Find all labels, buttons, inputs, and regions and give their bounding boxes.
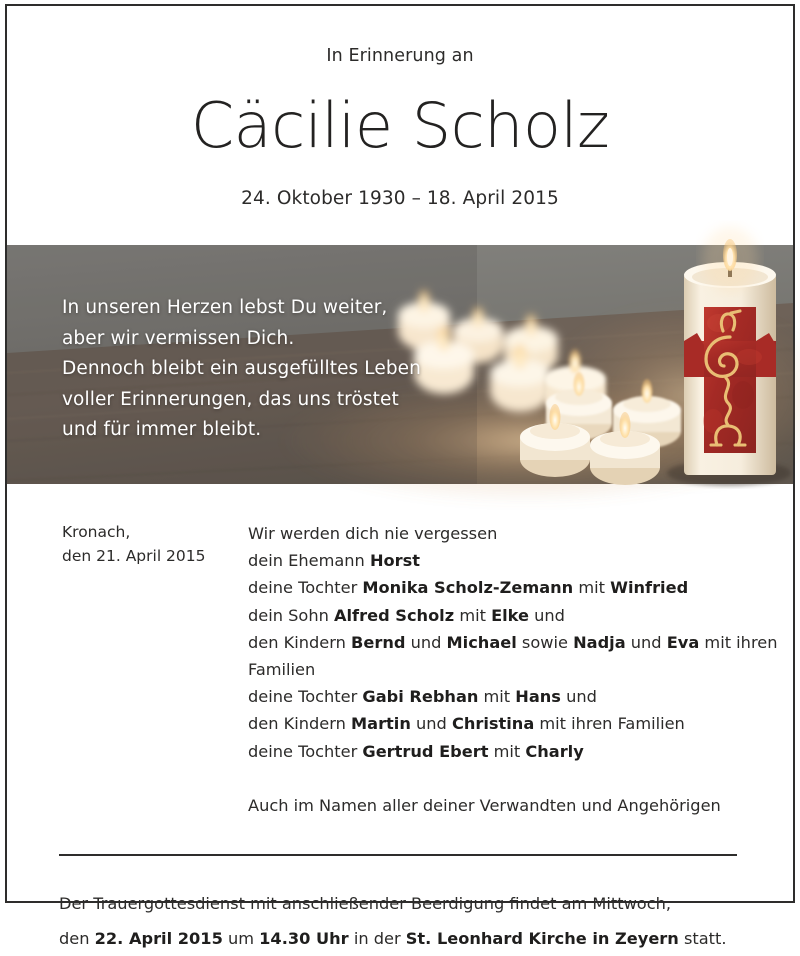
text-run: deine Tochter (248, 687, 363, 707)
highlighted-name: Nadja (573, 632, 626, 652)
highlighted-name: Martin (351, 714, 411, 734)
highlighted-name: Alfred Scholz (333, 605, 455, 625)
text-run: mit (478, 687, 516, 707)
funeral-service-info (59, 886, 759, 956)
mourner-line (248, 710, 793, 737)
text-run: den (59, 928, 95, 948)
poem-line: und für immer bleibt. (62, 419, 262, 440)
text-run: um (222, 928, 260, 948)
memorial-kicker: In Erinnerung an (326, 46, 474, 66)
highlighted-name: Eva (666, 632, 700, 652)
section-divider (59, 854, 737, 856)
highlighted-name: Bernd (351, 632, 406, 652)
text-run: mit ihren Familien (248, 632, 783, 680)
text-run: und (625, 632, 667, 652)
mourners-list (248, 520, 793, 765)
text-run: in der (348, 928, 406, 948)
highlighted-name: 22. April 2015 (94, 928, 223, 948)
highlighted-name: Charly (525, 741, 584, 761)
place-and-date (62, 520, 206, 568)
poem-line: In unseren Herzen lebst Du weiter, (62, 297, 388, 318)
text-run: deine Tochter (248, 578, 363, 598)
memorial-notice-card (5, 4, 795, 948)
memorial-body (7, 484, 793, 956)
text-run: und (529, 605, 565, 625)
highlighted-name: Monika Scholz-Zemann (362, 578, 574, 598)
highlighted-name: Horst (369, 551, 420, 571)
mourner-line (248, 738, 793, 765)
highlighted-name: Winfried (610, 578, 689, 598)
memorial-candles-photo (7, 245, 793, 484)
text-run: Der Trauergottesdienst mit anschließender Beerdigung findet am Mittwoch, (59, 893, 672, 913)
text-run: dein Ehemann (248, 551, 370, 571)
mourner-line (248, 602, 793, 629)
deceased-name: Cäcilie Scholz (190, 89, 610, 162)
highlighted-name: Gertrud Ebert (362, 741, 489, 761)
poem-line: Dennoch bleibt ein ausgefülltes Leben (62, 358, 421, 379)
text-run: statt. (678, 928, 727, 948)
mourners-closing: Auch im Namen aller deiner Verwandten und Angehörigen (248, 795, 721, 815)
text-run: und (410, 714, 452, 734)
highlighted-name: Michael (446, 632, 517, 652)
memorial-header (7, 6, 793, 209)
text-run: und (560, 687, 597, 707)
highlighted-name: Hans (515, 687, 561, 707)
text-run: deine Tochter (248, 741, 363, 761)
mourners-block (7, 484, 793, 819)
text-run: mit (488, 741, 526, 761)
memorial-poem (62, 293, 421, 446)
life-dates: 24. Oktober 1930 – 18. April 2015 (241, 187, 559, 209)
mourner-line (248, 574, 793, 601)
highlighted-name: St. Leonhard Kirche in Zeyern (405, 928, 679, 948)
text-run: dein Sohn (248, 605, 334, 625)
mourners-intro: Wir werden dich nie vergessen (248, 524, 498, 543)
poem-line: aber wir vermissen Dich. (62, 327, 295, 349)
text-run: den Kindern (248, 632, 352, 652)
highlighted-name: Gabi Rebhan (362, 687, 479, 707)
place-line: Kronach, (62, 523, 131, 541)
service-line (59, 921, 759, 956)
service-line (59, 886, 759, 921)
text-run: und (405, 632, 447, 652)
mourner-line (248, 629, 793, 683)
text-run: sowie (516, 632, 574, 652)
text-run: mit (573, 578, 611, 598)
text-run: den Kindern (248, 714, 352, 734)
highlighted-name: Elke (491, 605, 529, 625)
text-run: mit (454, 605, 492, 625)
highlighted-name: 14.30 Uhr (259, 928, 349, 948)
highlighted-name: Christina (451, 714, 535, 734)
date-line: den 21. April 2015 (62, 547, 206, 565)
text-run: mit ihren Familien (534, 714, 685, 734)
poem-line: voller Erinnerungen, das uns tröstet (62, 388, 399, 410)
mourner-line (248, 547, 793, 574)
mourner-line (248, 683, 793, 710)
